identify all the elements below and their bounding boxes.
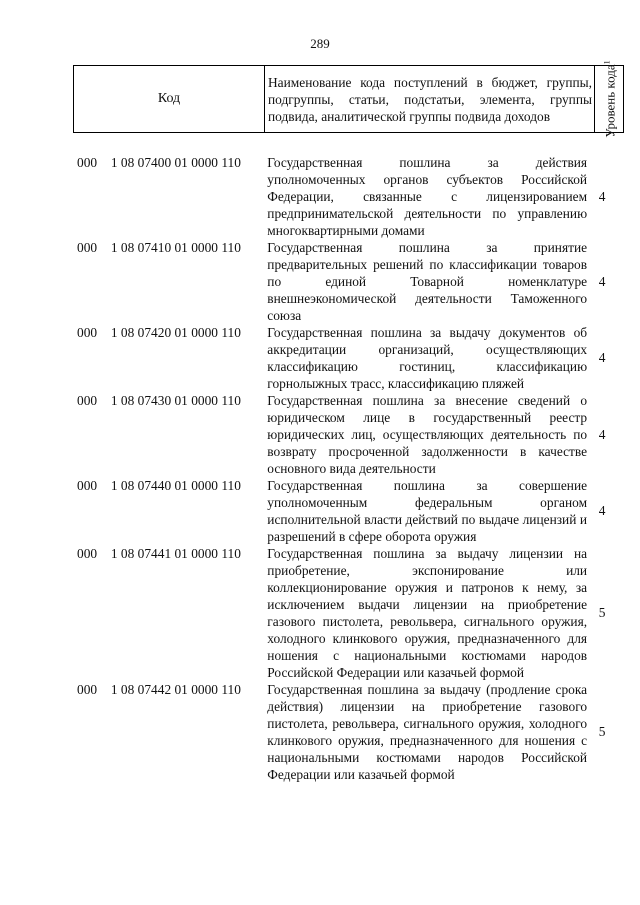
row-prefix: 000 — [77, 393, 98, 408]
table-header — [73, 60, 624, 138]
header-level-text: Уровень кода — [602, 64, 618, 138]
row-name: Государственная пошлина за действия уполномоченных органов субъектов Российской Федерации, связанные с лицензированием предпринимательской деятельности по управлению многоквартирными домами — [267, 155, 588, 238]
row-code: 1 08 07441 01 0000 110 — [110, 546, 241, 561]
row-code: 1 08 07400 01 0000 110 — [110, 155, 241, 170]
row-name: Государственная пошлина за выдачу (продление срока действия) лицензии на приобретение газового пистолета, револьвера, сигнального оружия, холодного клинкового оружия, предназначенного для ношения с национальными костюмами народов Российской Федерации или казачьей формой — [267, 682, 588, 782]
table-row — [73, 239, 617, 324]
row-name: Государственная пошлина за совершение уполномоченным федеральным органом исполнительной власти действий по выдаче лицензий и разрешений в сфере оборота оружия — [267, 478, 588, 544]
row-name: Государственная пошлина за выдачу лицензии на приобретение, экспонирование или коллекционирование оружия и патронов к нему, за исключением выдачи лицензии на приобретение газового пистолета, револьвера, сигнального оружия, холодного клинкового оружия, предназначенного для ношения с национальными костюмами народов Российской Федерации или казачьей формой — [267, 546, 588, 680]
table-row — [73, 681, 617, 783]
row-level: 4 — [598, 188, 606, 204]
table-row — [73, 545, 617, 681]
row-level: 4 — [598, 426, 606, 442]
table-row — [73, 324, 617, 392]
row-level: 4 — [598, 273, 606, 289]
header-code: Код — [74, 66, 265, 133]
row-level: 5 — [598, 724, 606, 739]
row-name: Государственная пошлина за принятие предварительных решений по классификации товаров по единой Товарной номенклатуре внешнеэкономической деятельности Таможенного союза — [267, 240, 588, 323]
table-body — [73, 154, 617, 783]
row-prefix: 000 — [77, 682, 98, 697]
row-code: 1 08 07420 01 0000 110 — [110, 325, 241, 340]
table-row — [73, 154, 617, 239]
row-level: 5 — [598, 605, 606, 620]
row-prefix: 000 — [77, 325, 98, 340]
row-code: 1 08 07430 01 0000 110 — [110, 393, 241, 408]
row-prefix: 000 — [77, 478, 98, 493]
row-prefix: 000 — [77, 546, 98, 561]
row-name: Государственная пошлина за внесение сведений о юридическом лице в государственный реестр юридических лиц, осуществляющих деятельность по возврату просроченной задолженности в качестве основного вида деятельности — [267, 393, 588, 476]
table-row — [73, 477, 617, 545]
row-code: 1 08 07442 01 0000 110 — [110, 682, 241, 697]
row-level: 4 — [598, 350, 606, 365]
row-code: 1 08 07410 01 0000 110 — [110, 240, 241, 255]
row-level: 4 — [598, 503, 606, 518]
row-code: 1 08 07440 01 0000 110 — [110, 478, 241, 493]
header-level — [601, 60, 616, 137]
header-name: Наименование кода поступлений в бюджет, группы, подгруппы, статьи, подстатьи, элемента, группы подвида, аналитической группы подвида доходов — [265, 66, 595, 133]
row-prefix: 000 — [77, 155, 98, 170]
page-number: 289 — [310, 36, 330, 51]
table-row — [73, 392, 617, 477]
header-level-cell — [595, 60, 624, 138]
row-prefix: 000 — [77, 240, 98, 255]
header-level-footnote: 1 — [602, 60, 612, 65]
row-name: Государственная пошлина за выдачу документов об аккредитации организаций, осуществляющих классификацию гостиниц, классификацию горнолыжных трасс, классификацию пляжей — [267, 325, 588, 391]
